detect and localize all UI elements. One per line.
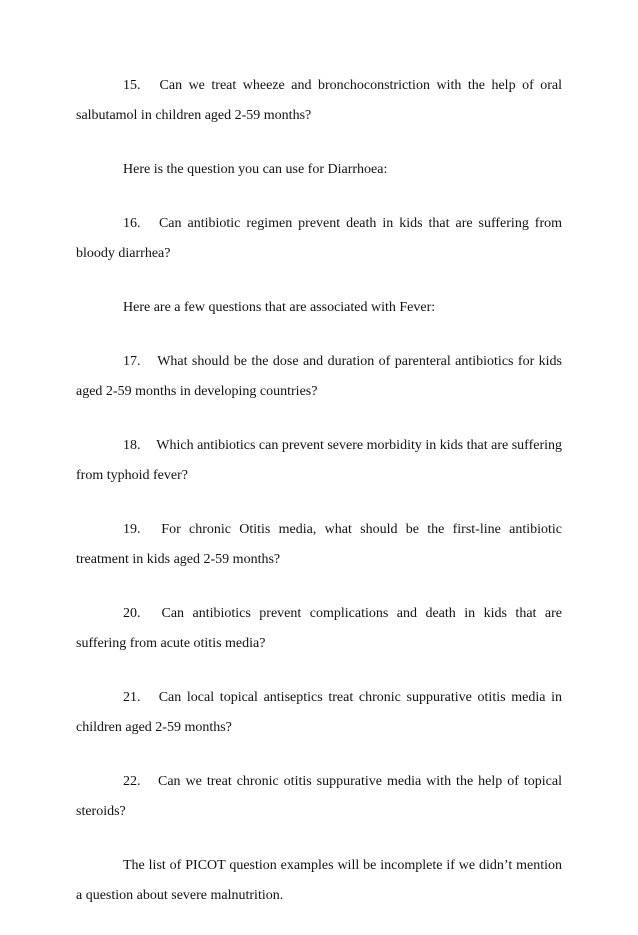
question-19	[76, 515, 562, 575]
question-number: 16.	[123, 216, 141, 231]
question-number: 19.	[123, 522, 141, 537]
fever-intro: Here are a few questions that are associated with Fever:	[123, 300, 436, 315]
question-text: What should be the dose and duration of parenteral antibiotics for kids aged 2-59 months in developing countries?	[76, 354, 562, 399]
question-15	[76, 71, 562, 131]
question-22	[76, 767, 562, 827]
question-text: Can antibiotics prevent complications and death in kids that are suffering from acute otitis media?	[76, 606, 562, 651]
question-number: 22.	[123, 774, 141, 789]
document-body	[76, 71, 562, 935]
question-text: Can we treat chronic otitis suppurative media with the help of topical steroids?	[76, 774, 562, 819]
question-text: Can we treat wheeze and bronchoconstriction with the help of oral salbutamol in children aged 2-59 months?	[76, 78, 563, 123]
malnutrition-intro: The list of PICOT question examples will be incomplete if we didn’t mention a question about severe malnutrition.	[76, 858, 562, 903]
diarrhoea-intro: Here is the question you can use for Diarrhoea:	[123, 162, 388, 177]
question-number: 17.	[123, 354, 141, 369]
question-text: For chronic Otitis media, what should be the first-line antibiotic treatment in kids aged 2-59 months?	[76, 522, 562, 567]
question-number: 20.	[123, 606, 141, 621]
question-20	[76, 599, 562, 659]
question-21	[76, 683, 562, 743]
question-text: Can antibiotic regimen prevent death in kids that are suffering from bloody diarrhea?	[76, 216, 563, 261]
question-number: 18.	[123, 438, 141, 453]
question-16	[76, 209, 562, 269]
question-text: Which antibiotics can prevent severe morbidity in kids that are suffering from typhoid fever?	[76, 438, 562, 483]
question-18	[76, 431, 562, 491]
question-17	[76, 347, 562, 407]
question-number: 15.	[123, 78, 141, 93]
question-number: 21.	[123, 690, 141, 705]
question-text: Can local topical antiseptics treat chronic suppurative otitis media in children aged 2-59 months?	[76, 690, 562, 735]
